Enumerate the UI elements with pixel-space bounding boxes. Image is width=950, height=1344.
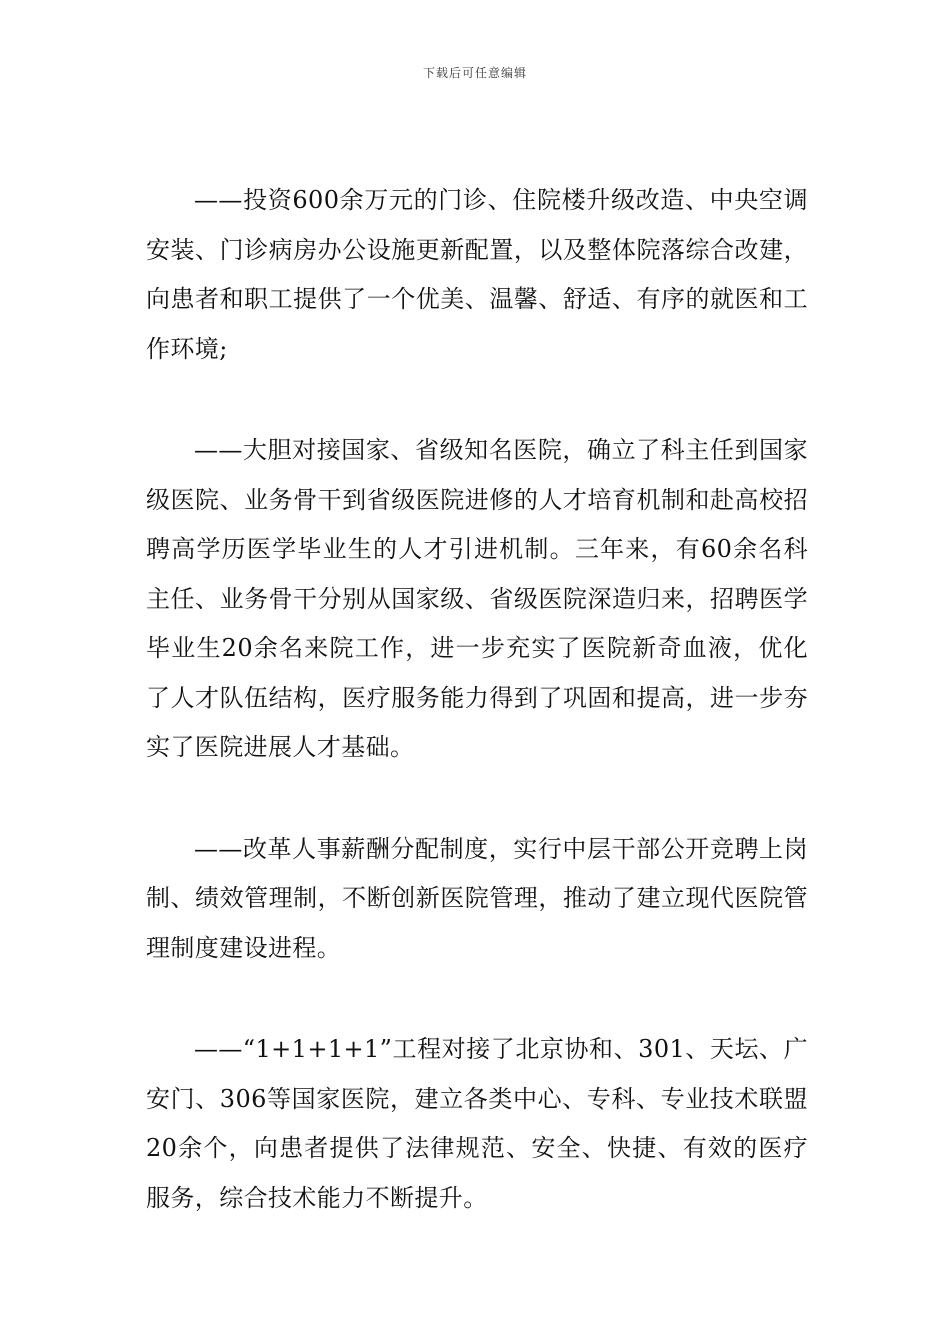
paragraph-talent: ——大胆对接国家、省级知名医院，确立了科主任到国家级医院、业务骨干到省级医院进修的人才培育机制和赴高校招聘高学历医学毕业生的人才引进机制。三年来，有60余名科主任、业务骨干分别从国家级、省级医院深造归来，招聘医学毕业生20余名来院工作，进一步充实了医院新奇血液，优化了人才队伍结构，医疗服务能力得到了巩固和提高，进一步夯实了医院进展人才基础。 bbox=[146, 436, 808, 761]
paragraph-renovation: ——投资600余万元的门诊、住院楼升级改造、中央空调安装、门诊病房办公设施更新配置，以及整体院落综合改建，向患者和职工提供了一个优美、温馨、舒适、有序的就医和工作环境; bbox=[146, 186, 808, 363]
paragraph-reform: ——改革人事薪酬分配制度，实行中层干部公开竞聘上岗制、绩效管理制，不断创新医院管理，推动了建立现代医院管理制度建设进程。 bbox=[146, 834, 808, 962]
page-header: 下载后可任意编辑 bbox=[422, 66, 527, 80]
paragraph-project: ——“1+1+1+1”工程对接了北京协和、301、天坛、广安门、306等国家医院，建立各类中心、专科、专业技术联盟20余个，向患者提供了法律规范、安全、快捷、有效的医疗服务，综合技术能力不断提升。 bbox=[146, 1035, 808, 1212]
document-body bbox=[146, 176, 808, 1275]
